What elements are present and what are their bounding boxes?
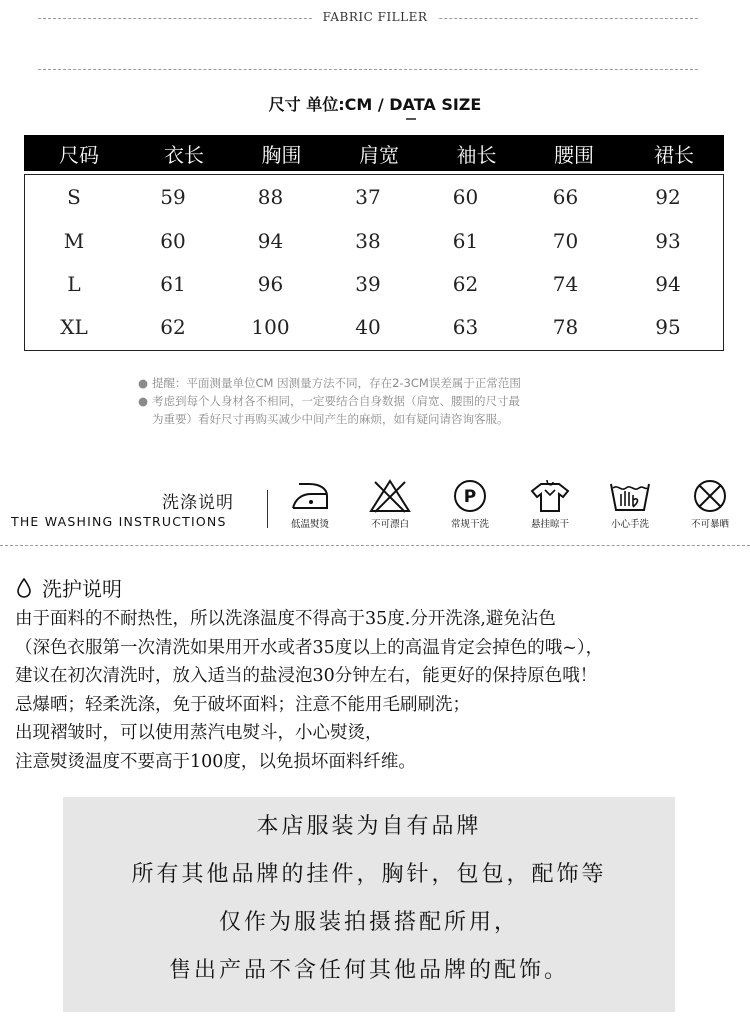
note-text: 考虑到每个人身材各不相同，一定要结合自身数据（肩宽、腰围的尺寸最 [152, 394, 520, 408]
care-symbol-label: 小心手洗 [610, 519, 649, 530]
care-title-text: 洗护说明 [42, 577, 122, 601]
hang-dry-icon [527, 478, 573, 514]
care-line: 由于面料的不耐热性，所以洗涤温度不得高于35度.分开洗涤,避免沾色 [15, 609, 556, 629]
care-symbol [438, 478, 502, 536]
care-symbol-label: 常规干洗 [450, 519, 489, 530]
col-header-sleeve: 袖长 [456, 142, 497, 167]
table-cell: 92 [655, 185, 681, 209]
table-cell: 93 [655, 229, 681, 253]
table-cell: 78 [552, 315, 579, 339]
note-text-continued: 为重要）看好尺寸再购买减少中间产生的麻烦，如有疑问请咨询客服。 [152, 412, 509, 426]
care-title [16, 573, 122, 602]
size-chart-title: 尺寸 单位:CM / DATA SIZE [268, 95, 482, 114]
brand-notice-line: 仅作为服装拍摄搭配所用， [218, 910, 519, 935]
measurement-notes [138, 374, 618, 428]
brand-notice-line: 所有其他品牌的挂件，胸针，包包，配饰等 [131, 862, 607, 887]
washing-divider [267, 490, 268, 528]
table-cell: M [63, 229, 85, 253]
table-cell: 95 [655, 315, 681, 339]
note-text: 提醒：平面测量单位CM 因测量方法不同，存在2-3CM误差属于正常范围 [152, 376, 521, 390]
care-symbol [358, 478, 422, 536]
brand-notice [63, 797, 675, 1012]
table-row [25, 307, 723, 347]
col-header-length: 衣长 [164, 142, 204, 167]
table-cell: 62 [452, 272, 479, 296]
care-symbol-label: 悬挂晾干 [530, 519, 569, 530]
table-cell: 61 [452, 229, 479, 253]
table-cell: 88 [257, 185, 284, 209]
table-cell: 96 [257, 272, 284, 296]
dry-clean-glyph: P [463, 487, 477, 507]
brand-notice-line: 售出产品不含任何其他品牌的配饰。 [168, 958, 569, 983]
care-symbol-label: 不可漂白 [370, 519, 409, 530]
table-cell: 74 [552, 272, 579, 296]
care-line: 出现褶皱时，可以使用蒸汽电熨斗，小心熨烫， [15, 723, 383, 743]
dry-clean-p-icon [447, 478, 493, 514]
title-underline [406, 118, 416, 120]
iron-low-icon [287, 478, 333, 514]
water-drop-icon [16, 578, 32, 598]
table-cell: 61 [160, 272, 186, 296]
table-cell: S [67, 185, 81, 209]
care-symbol [678, 478, 742, 536]
hand-wash-icon [607, 478, 653, 514]
no-bleach-icon [367, 478, 413, 514]
table-cell: 37 [355, 185, 381, 209]
note-item [138, 374, 618, 392]
table-cell: 66 [552, 185, 579, 209]
col-header-size: 尺码 [59, 142, 99, 167]
section-divider [0, 545, 750, 546]
header-divider-bottom [38, 69, 698, 70]
brand-notice-line: 本店服装为自有品牌 [256, 814, 482, 839]
care-symbol [278, 478, 342, 536]
size-table-header [24, 135, 724, 171]
table-cell: L [67, 272, 81, 296]
col-header-shoulder: 肩宽 [359, 142, 399, 167]
care-symbol-label: 不可暴晒 [690, 519, 729, 530]
table-cell: 60 [452, 185, 479, 209]
washing-title-en: THE WASHING INSTRUCTIONS [11, 514, 227, 529]
table-cell: 94 [257, 229, 284, 253]
table-row [25, 264, 723, 304]
table-cell: 62 [160, 315, 186, 339]
col-header-waist: 腰围 [554, 142, 594, 167]
care-symbol [598, 478, 662, 536]
table-row [25, 177, 723, 217]
table-cell: 63 [452, 315, 479, 339]
table-cell: 38 [355, 229, 381, 253]
bullet-icon: ● [138, 394, 149, 408]
care-line: （深色衣服第一次清洗如果用开水或者35度以上的高温肯定会掉色的哦~）， [15, 637, 604, 658]
table-cell: 94 [655, 272, 681, 296]
no-sun-dry-icon [687, 478, 733, 514]
care-line: 建议在初次清洗时，放入适当的盐浸泡30分钟左右，能更好的保持原色哦！ [15, 666, 598, 686]
header-label: FABRIC FILLER [0, 10, 750, 24]
washing-title-cn: 洗涤说明 [162, 493, 234, 513]
col-header-skirt: 裙长 [654, 142, 694, 167]
table-cell: 39 [355, 272, 381, 296]
care-line: 忌爆晒；轻柔洗涤，免于破坏面料；注意不能用毛刷刷洗； [15, 694, 470, 715]
note-item [138, 392, 618, 410]
care-symbol [518, 478, 582, 536]
size-table-body [24, 174, 724, 351]
table-cell: 59 [160, 185, 186, 209]
care-symbol-label: 低温熨烫 [290, 519, 329, 530]
table-cell: 100 [251, 315, 290, 339]
table-row [25, 221, 723, 261]
table-cell: 70 [552, 229, 579, 253]
bullet-icon: ● [138, 376, 149, 390]
care-instructions [15, 605, 745, 776]
care-line: 注意熨烫温度不要高于100度，以免损坏面料纤维。 [15, 751, 416, 772]
table-cell: 60 [160, 229, 186, 253]
table-cell: XL [60, 315, 88, 339]
col-header-bust: 胸围 [261, 142, 302, 167]
table-cell: 40 [355, 315, 381, 339]
